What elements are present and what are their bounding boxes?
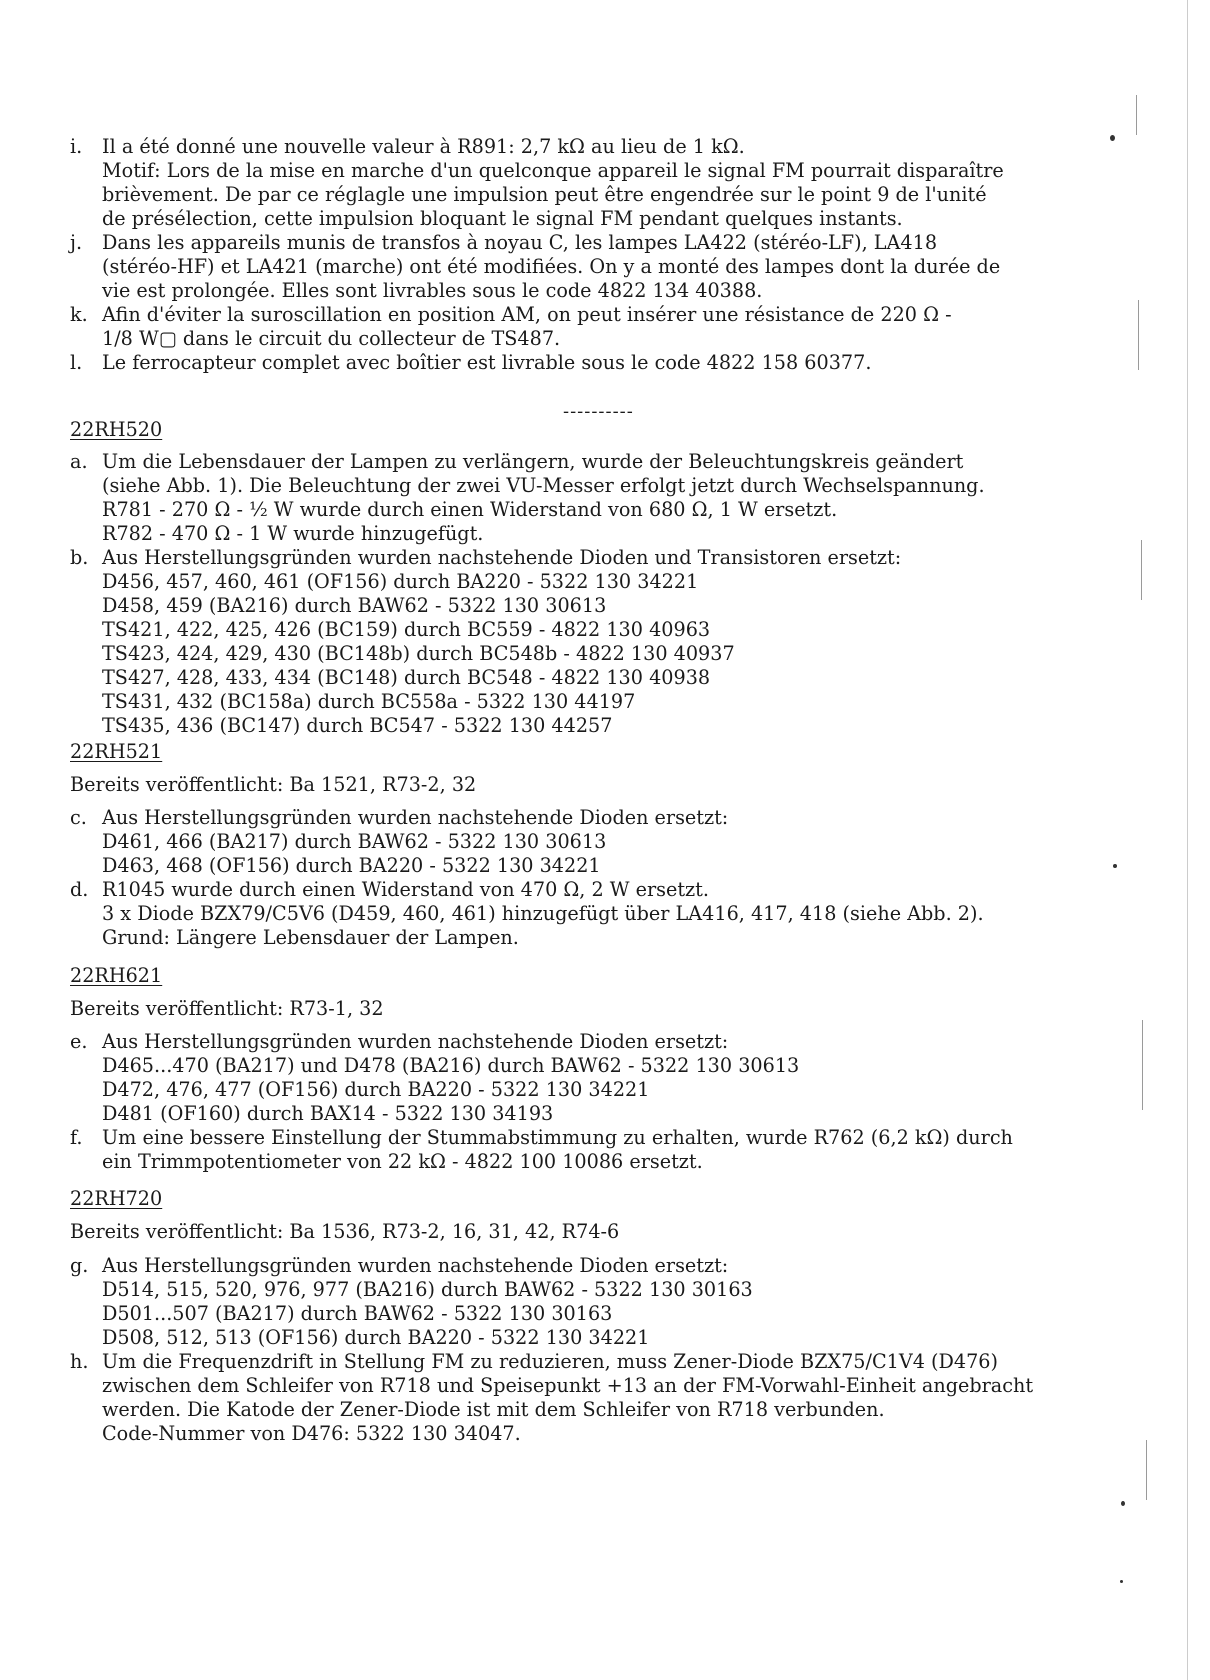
list-item (70, 878, 1130, 950)
item-marker: l. (70, 351, 83, 374)
item-text-line: Aus Herstellungsgründen wurden nachstehende Dioden und Transistoren ersetzt: (102, 546, 902, 569)
list-item (70, 1126, 1130, 1174)
scan-edge-mark (1138, 300, 1139, 370)
item-text-line: Motif: Lors de la mise en marche d'un quelconque appareil le signal FM pourrait disparaître (102, 159, 1004, 182)
item-text-line: TS421, 422, 425, 426 (BC159) durch BC559 - 4822 130 40963 (102, 618, 711, 641)
item-text-line: D458, 459 (BA216) durch BAW62 - 5322 130 30613 (102, 594, 607, 617)
item-marker: c. (70, 806, 87, 829)
scan-speck (1110, 135, 1115, 141)
item-marker: a. (70, 450, 88, 473)
item-text-line: Grund: Längere Lebensdauer der Lampen. (102, 926, 519, 949)
item-text-line: zwischen dem Schleifer von R718 und Speisepunkt +13 an der FM-Vorwahl-Einheit angebracht (102, 1374, 1034, 1397)
list-item (70, 303, 1130, 351)
item-text-line: Afin d'éviter la suroscillation en position AM, on peut insérer une résistance de 220 Ω - (102, 303, 952, 326)
item-marker: d. (70, 878, 89, 901)
item-text-line: TS423, 424, 429, 430 (BC148b) durch BC548b - 4822 130 40937 (102, 642, 735, 665)
item-text-line: D501...507 (BA217) durch BAW62 - 5322 130 30163 (102, 1302, 613, 1325)
scan-edge-mark (1141, 540, 1142, 600)
item-text-line: Um die Lebensdauer der Lampen zu verlängern, wurde der Beleuchtungskreis geändert (102, 450, 964, 473)
item-marker: k. (70, 303, 88, 326)
item-text-line: Il a été donné une nouvelle valeur à R891: 2,7 kΩ au lieu de 1 kΩ. (102, 135, 745, 158)
list-item (70, 450, 1130, 546)
section-22rh521-note: Bereits veröffentlicht: Ba 1521, R73-2, 32 (70, 773, 477, 796)
item-text-line: D465...470 (BA217) und D478 (BA216) durch BAW62 - 5322 130 30613 (102, 1054, 800, 1077)
item-text-line: D461, 466 (BA217) durch BAW62 - 5322 130 30613 (102, 830, 607, 853)
item-text-line: TS435, 436 (BC147) durch BC547 - 5322 130 44257 (102, 714, 613, 737)
scan-edge-mark (1146, 1440, 1147, 1500)
list-item (70, 1254, 1130, 1350)
item-text-line: Le ferrocapteur complet avec boîtier est livrable sous le code 4822 158 60377. (102, 351, 872, 374)
scan-speck (1120, 1580, 1123, 1583)
item-marker: b. (70, 546, 89, 569)
item-text-line: TS427, 428, 433, 434 (BC148) durch BC548 - 4822 130 40938 (102, 666, 711, 689)
item-marker: h. (70, 1350, 89, 1373)
item-text-line: ein Trimmpotentiometer von 22 kΩ - 4822 100 10086 ersetzt. (102, 1150, 703, 1173)
item-text-line: TS431, 432 (BC158a) durch BC558a - 5322 130 44197 (102, 690, 636, 713)
list-item (70, 351, 1130, 375)
section-heading-22rh521: 22RH521 (70, 740, 163, 763)
item-text-line: D481 (OF160) durch BAX14 - 5322 130 34193 (102, 1102, 554, 1125)
scan-speck (1121, 1501, 1125, 1506)
item-text-line: R781 - 270 Ω - ½ W wurde durch einen Widerstand von 680 Ω, 1 W ersetzt. (102, 498, 838, 521)
item-text-line: D514, 515, 520, 976, 977 (BA216) durch BAW62 - 5322 130 30163 (102, 1278, 753, 1301)
item-text-line: Dans les appareils munis de transfos à noyau C, les lampes LA422 (stéréo-LF), LA418 (102, 231, 938, 254)
item-text-line: Aus Herstellungsgründen wurden nachstehende Dioden ersetzt: (102, 1030, 729, 1053)
list-item (70, 546, 1130, 738)
item-text-line: D472, 476, 477 (OF156) durch BA220 - 5322 130 34221 (102, 1078, 650, 1101)
item-text-line: vie est prolongée. Elles sont livrables sous le code 4822 134 40388. (102, 279, 763, 302)
item-text-line: werden. Die Katode der Zener-Diode ist mit dem Schleifer von R718 verbunden. (102, 1398, 885, 1421)
item-text-line: 3 x Diode BZX79/C5V6 (D459, 460, 461) hinzugefügt über LA416, 417, 418 (siehe Abb. 2). (102, 902, 984, 925)
section-22rh720-items (70, 1254, 1130, 1446)
item-text-line: 1/8 W▢ dans le circuit du collecteur de TS487. (102, 327, 561, 350)
item-text-line: R1045 wurde durch einen Widerstand von 470 Ω, 2 W ersetzt. (102, 878, 709, 901)
item-text-line: Um eine bessere Einstellung der Stummabstimmung zu erhalten, wurde R762 (6,2 kΩ) durch (102, 1126, 1013, 1149)
section-22rh621-items (70, 1030, 1130, 1174)
section-separator: ---------- (563, 401, 634, 422)
scan-edge-line (1187, 0, 1188, 1680)
item-text-line: de présélection, cette impulsion bloquant le signal FM pendant quelques instants. (102, 207, 903, 230)
section-heading-22rh621: 22RH621 (70, 964, 163, 987)
item-text-line: Um die Frequenzdrift in Stellung FM zu reduzieren, muss Zener-Diode BZX75/C1V4 (D476) (102, 1350, 999, 1373)
section-22rh520-items (70, 450, 1130, 738)
item-marker: e. (70, 1030, 88, 1053)
list-item (70, 1030, 1130, 1126)
item-text-line: D508, 512, 513 (OF156) durch BA220 - 5322 130 34221 (102, 1326, 650, 1349)
item-marker: f. (70, 1126, 83, 1149)
item-marker: i. (70, 135, 83, 158)
scan-speck (1113, 864, 1117, 868)
list-item (70, 231, 1130, 303)
item-text-line: D456, 457, 460, 461 (OF156) durch BA220 - 5322 130 34221 (102, 570, 699, 593)
item-text-line: Aus Herstellungsgründen wurden nachstehende Dioden ersetzt: (102, 1254, 729, 1277)
french-notes (70, 135, 1130, 375)
section-22rh621-note: Bereits veröffentlicht: R73-1, 32 (70, 997, 384, 1020)
list-item (70, 135, 1130, 231)
item-marker: g. (70, 1254, 89, 1277)
section-heading-22rh520: 22RH520 (70, 418, 163, 441)
item-text-line: (siehe Abb. 1). Die Beleuchtung der zwei VU-Messer erfolgt jetzt durch Wechselspannung. (102, 474, 985, 497)
item-text-line: R782 - 470 Ω - 1 W wurde hinzugefügt. (102, 522, 484, 545)
item-text-line: (stéréo-HF) et LA421 (marche) ont été modifiées. On y a monté des lampes dont la durée de (102, 255, 1001, 278)
item-text-line: D463, 468 (OF156) durch BA220 - 5322 130 34221 (102, 854, 601, 877)
item-text-line: brièvement. De par ce réglagle une impulsion peut être engendrée sur le point 9 de l'unité (102, 183, 987, 206)
section-22rh720-note: Bereits veröffentlicht: Ba 1536, R73-2, 16, 31, 42, R74-6 (70, 1220, 620, 1243)
list-item (70, 806, 1130, 878)
item-marker: j. (70, 231, 83, 254)
item-text-line: Code-Nummer von D476: 5322 130 34047. (102, 1422, 521, 1445)
scan-edge-mark (1136, 95, 1137, 135)
list-item (70, 1350, 1130, 1446)
section-heading-22rh720: 22RH720 (70, 1187, 163, 1210)
section-22rh521-items (70, 806, 1130, 950)
item-text-line: Aus Herstellungsgründen wurden nachstehende Dioden ersetzt: (102, 806, 729, 829)
scan-edge-mark (1142, 1020, 1143, 1110)
